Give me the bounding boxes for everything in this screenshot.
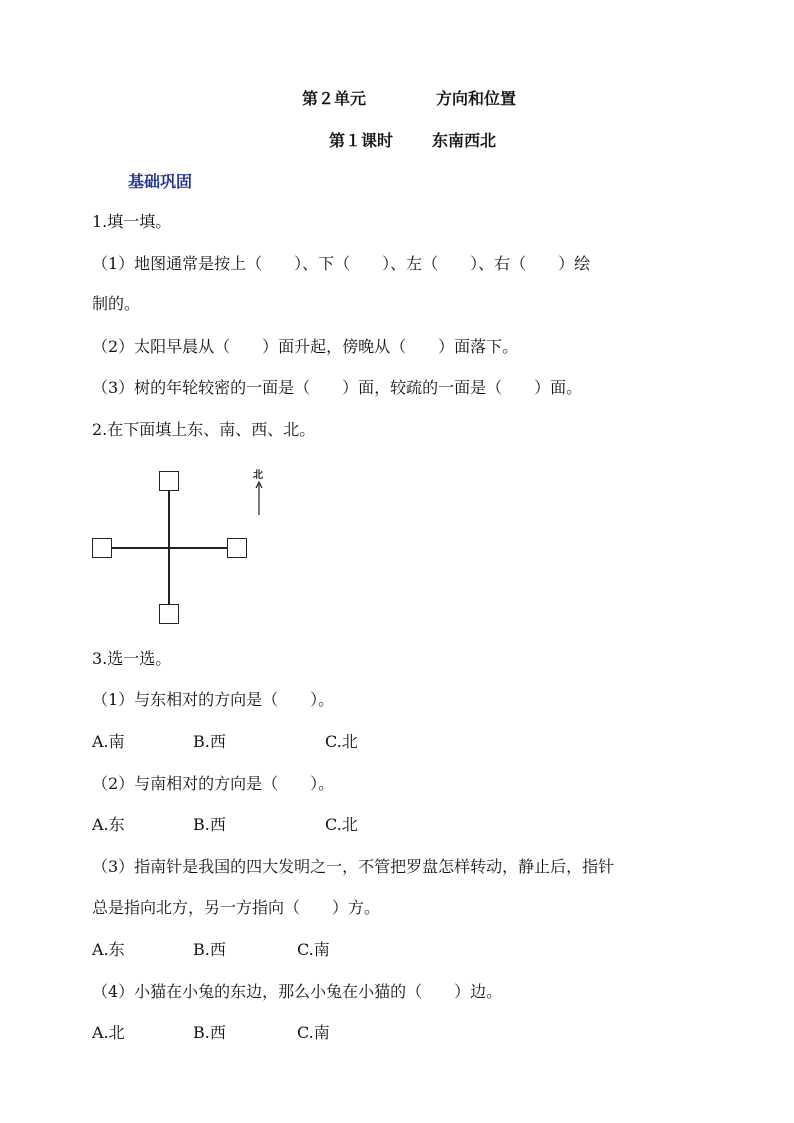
section-title: 基础巩固 xyxy=(128,172,193,191)
q3-sub2-option-c: C.北 xyxy=(325,815,358,834)
unit-label: 第２单元 xyxy=(302,89,367,108)
answer-box-top[interactable] xyxy=(159,471,179,491)
q3-sub2-text: （2）与南相对的方向是（ ）。 xyxy=(92,774,335,793)
unit-title: 方向和位置 xyxy=(436,89,517,108)
q3-sub3-option-c: C.南 xyxy=(297,940,330,959)
q3-stem: 3.选一选。 xyxy=(92,649,172,668)
q3-sub1-option-c: C.北 xyxy=(325,732,358,751)
q1-item-2: （2）太阳早晨从（ ）面升起，傍晚从（ ）面落下。 xyxy=(92,337,519,356)
answer-box-right[interactable] xyxy=(227,538,247,558)
q1-stem: 1.填一填。 xyxy=(92,212,172,231)
q3-sub2-option-b: B.西 xyxy=(193,815,226,834)
q1-item-1: （1）地图通常是按上（ ）、下（ ）、左（ ）、右（ ）绘 xyxy=(92,254,591,273)
north-arrow-icon xyxy=(254,480,264,516)
q3-sub2-option-a: A.东 xyxy=(92,815,125,834)
q3-sub3-text-1: （3）指南针是我国的四大发明之一，不管把罗盘怎样转动，静止后，指针 xyxy=(92,857,615,876)
north-label: 北 xyxy=(253,470,263,481)
q3-sub1-option-b: B.西 xyxy=(193,732,226,751)
q1-item-3: （3）树的年轮较密的一面是（ ）面，较疏的一面是（ ）面。 xyxy=(92,378,583,397)
q2-stem: 2.在下面填上东、南、西、北。 xyxy=(92,420,316,439)
q3-sub1-option-a: A.南 xyxy=(92,732,125,751)
lesson-title: 东南西北 xyxy=(432,131,497,150)
answer-box-left[interactable] xyxy=(92,538,112,558)
lesson-label: 第１课时 xyxy=(329,131,394,150)
q3-sub4-option-a: A.北 xyxy=(92,1023,125,1042)
q1-item-1-cont: 制的。 xyxy=(92,294,141,313)
cross-horizontal-line xyxy=(110,547,228,549)
q3-sub4-option-b: B.西 xyxy=(193,1023,226,1042)
q3-sub3-option-a: A.东 xyxy=(92,940,125,959)
q3-sub4-option-c: C.南 xyxy=(297,1023,330,1042)
q3-sub4-text: （4）小猫在小兔的东边，那么小兔在小猫的（ ）边。 xyxy=(92,982,503,1001)
q3-sub3-option-b: B.西 xyxy=(193,940,226,959)
q3-sub3-text-2: 总是指向北方，另一方指向（ ）方。 xyxy=(92,898,381,917)
answer-box-bottom[interactable] xyxy=(159,604,179,624)
q3-sub1-text: （1）与东相对的方向是（ ）。 xyxy=(92,690,335,709)
